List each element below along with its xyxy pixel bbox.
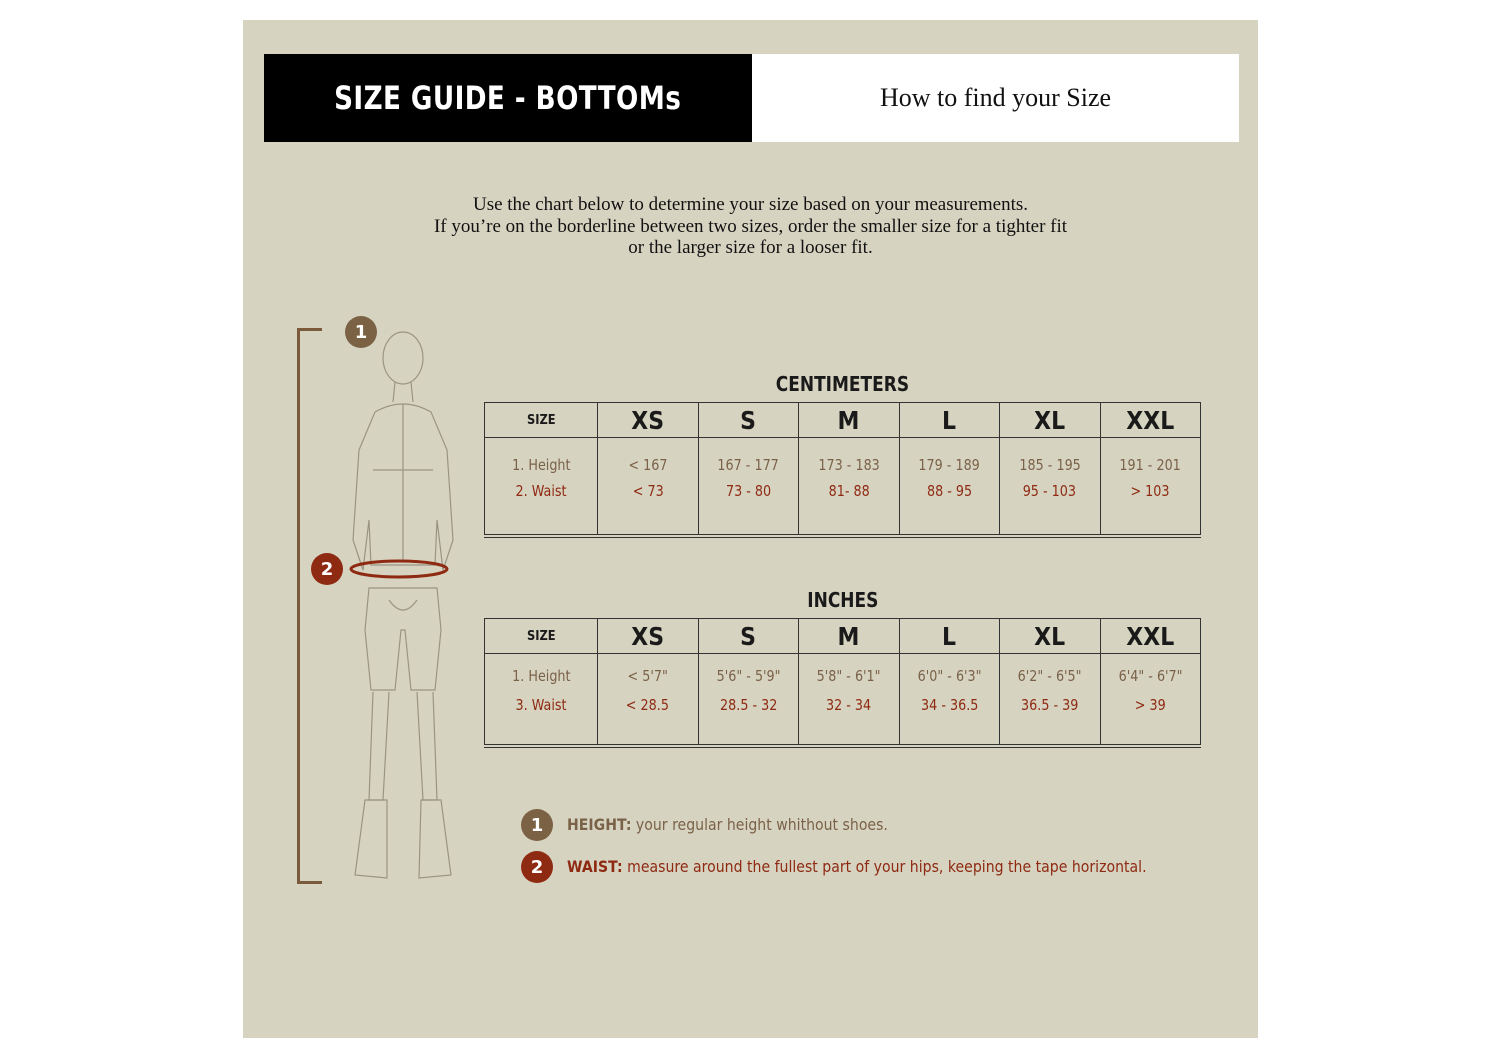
waist-value: 81- 88	[828, 482, 870, 500]
height-value: 6'0" - 6'3"	[917, 667, 982, 685]
waist-row-label: 3. Waist	[515, 696, 567, 714]
size-header-s: S	[698, 403, 799, 438]
table-header-row	[485, 403, 1201, 438]
height-value: 5'6" - 5'9"	[716, 667, 781, 685]
size-header-xl: XL	[1000, 619, 1101, 654]
table-cell	[799, 654, 900, 747]
waist-value: 28.5 - 32	[719, 696, 777, 714]
legend-height-number: 1	[530, 814, 544, 836]
row-labels-cell	[485, 438, 598, 537]
height-value: 179 - 189	[918, 456, 980, 474]
size-header-s: S	[698, 619, 799, 654]
legend-waist-number: 2	[530, 856, 544, 878]
height-marker-number: 1	[354, 321, 368, 343]
size-header-xl: XL	[1000, 403, 1101, 438]
inches-size-table	[484, 618, 1201, 748]
table-cell	[1100, 654, 1201, 747]
tab-how-to-find-label: How to find your Size	[879, 83, 1112, 112]
size-header-m: M	[799, 403, 900, 438]
size-header-xxl: XXL	[1100, 619, 1201, 654]
cyclist-figure-illustration	[325, 330, 465, 890]
waist-value: < 28.5	[626, 696, 670, 714]
waist-value: 95 - 103	[1023, 482, 1077, 500]
size-header-l: L	[899, 619, 1000, 654]
table-cell	[698, 438, 799, 537]
size-guide-panel	[243, 20, 1258, 1038]
height-value: 6'4" - 6'7"	[1118, 667, 1183, 685]
legend-height-text: your regular height whithout shoes.	[635, 815, 888, 834]
size-column-header: SIZE	[485, 403, 598, 438]
size-column-header: SIZE	[485, 619, 598, 654]
size-header-xs: XS	[598, 403, 699, 438]
waist-value: 88 - 95	[926, 482, 972, 500]
inches-title	[484, 588, 1201, 612]
centimeters-size-table	[484, 402, 1201, 538]
height-value: 173 - 183	[818, 456, 880, 474]
height-value: 167 - 177	[717, 456, 779, 474]
intro-line: If you’re on the borderline between two sizes, order the smaller size for a tighter fit	[433, 215, 1068, 237]
waist-row-label: 2. Waist	[515, 482, 567, 500]
waist-value: 36.5 - 39	[1021, 696, 1079, 714]
waist-value: < 73	[632, 482, 664, 500]
height-value: 6'2" - 6'5"	[1017, 667, 1082, 685]
tab-size-guide-bottoms[interactable]	[264, 54, 752, 142]
table-row	[485, 438, 1201, 537]
inches-title-text: INCHES	[806, 588, 879, 612]
waist-value: > 103	[1130, 482, 1170, 500]
table-cell	[598, 438, 699, 537]
height-value: 5'8" - 6'1"	[816, 667, 881, 685]
table-cell	[1000, 438, 1101, 537]
centimeters-title	[484, 372, 1201, 396]
legend-waist	[567, 857, 1226, 876]
tab-size-guide-label: SIZE GUIDE - BOTTOMs	[334, 79, 682, 117]
table-cell	[598, 654, 699, 747]
table-header-row	[485, 619, 1201, 654]
waist-measure-ring	[347, 557, 451, 581]
waist-value: 34 - 36.5	[920, 696, 978, 714]
height-value: < 167	[628, 456, 668, 474]
waist-marker-number: 2	[320, 558, 334, 580]
size-header-xxl: XXL	[1100, 403, 1201, 438]
waist-value: > 39	[1134, 696, 1166, 714]
height-value: 185 - 195	[1019, 456, 1081, 474]
height-bracket	[297, 328, 322, 884]
size-header-l: L	[899, 403, 1000, 438]
size-header-m: M	[799, 619, 900, 654]
legend-height-key: HEIGHT:	[567, 815, 632, 834]
intro-line: Use the chart below to determine your size based on your measurements.	[472, 194, 1029, 215]
tab-how-to-find-size[interactable]	[752, 54, 1239, 142]
intro-text	[303, 194, 1198, 259]
size-header-xs: XS	[598, 619, 699, 654]
height-row-label: 1. Height	[511, 667, 571, 685]
legend-waist-key: WAIST:	[567, 857, 623, 876]
waist-value: 32 - 34	[826, 696, 872, 714]
table-cell	[1100, 438, 1201, 537]
intro-line: or the larger size for a looser fit.	[628, 237, 873, 258]
legend-height-badge	[521, 809, 553, 841]
table-cell	[698, 654, 799, 747]
table-row	[485, 654, 1201, 747]
legend-waist-text: measure around the fullest part of your hips, keeping the tape horizontal.	[627, 857, 1147, 876]
table-cell	[1000, 654, 1101, 747]
waist-value: 73 - 80	[725, 482, 771, 500]
legend-height	[567, 815, 932, 834]
legend-waist-badge	[521, 851, 553, 883]
centimeters-title-text: CENTIMETERS	[775, 372, 910, 396]
row-labels-cell	[485, 654, 598, 747]
height-value: 191 - 201	[1119, 456, 1181, 474]
table-cell	[899, 438, 1000, 537]
height-value: < 5'7"	[627, 667, 668, 685]
height-row-label: 1. Height	[511, 456, 571, 474]
table-cell	[799, 438, 900, 537]
table-cell	[899, 654, 1000, 747]
